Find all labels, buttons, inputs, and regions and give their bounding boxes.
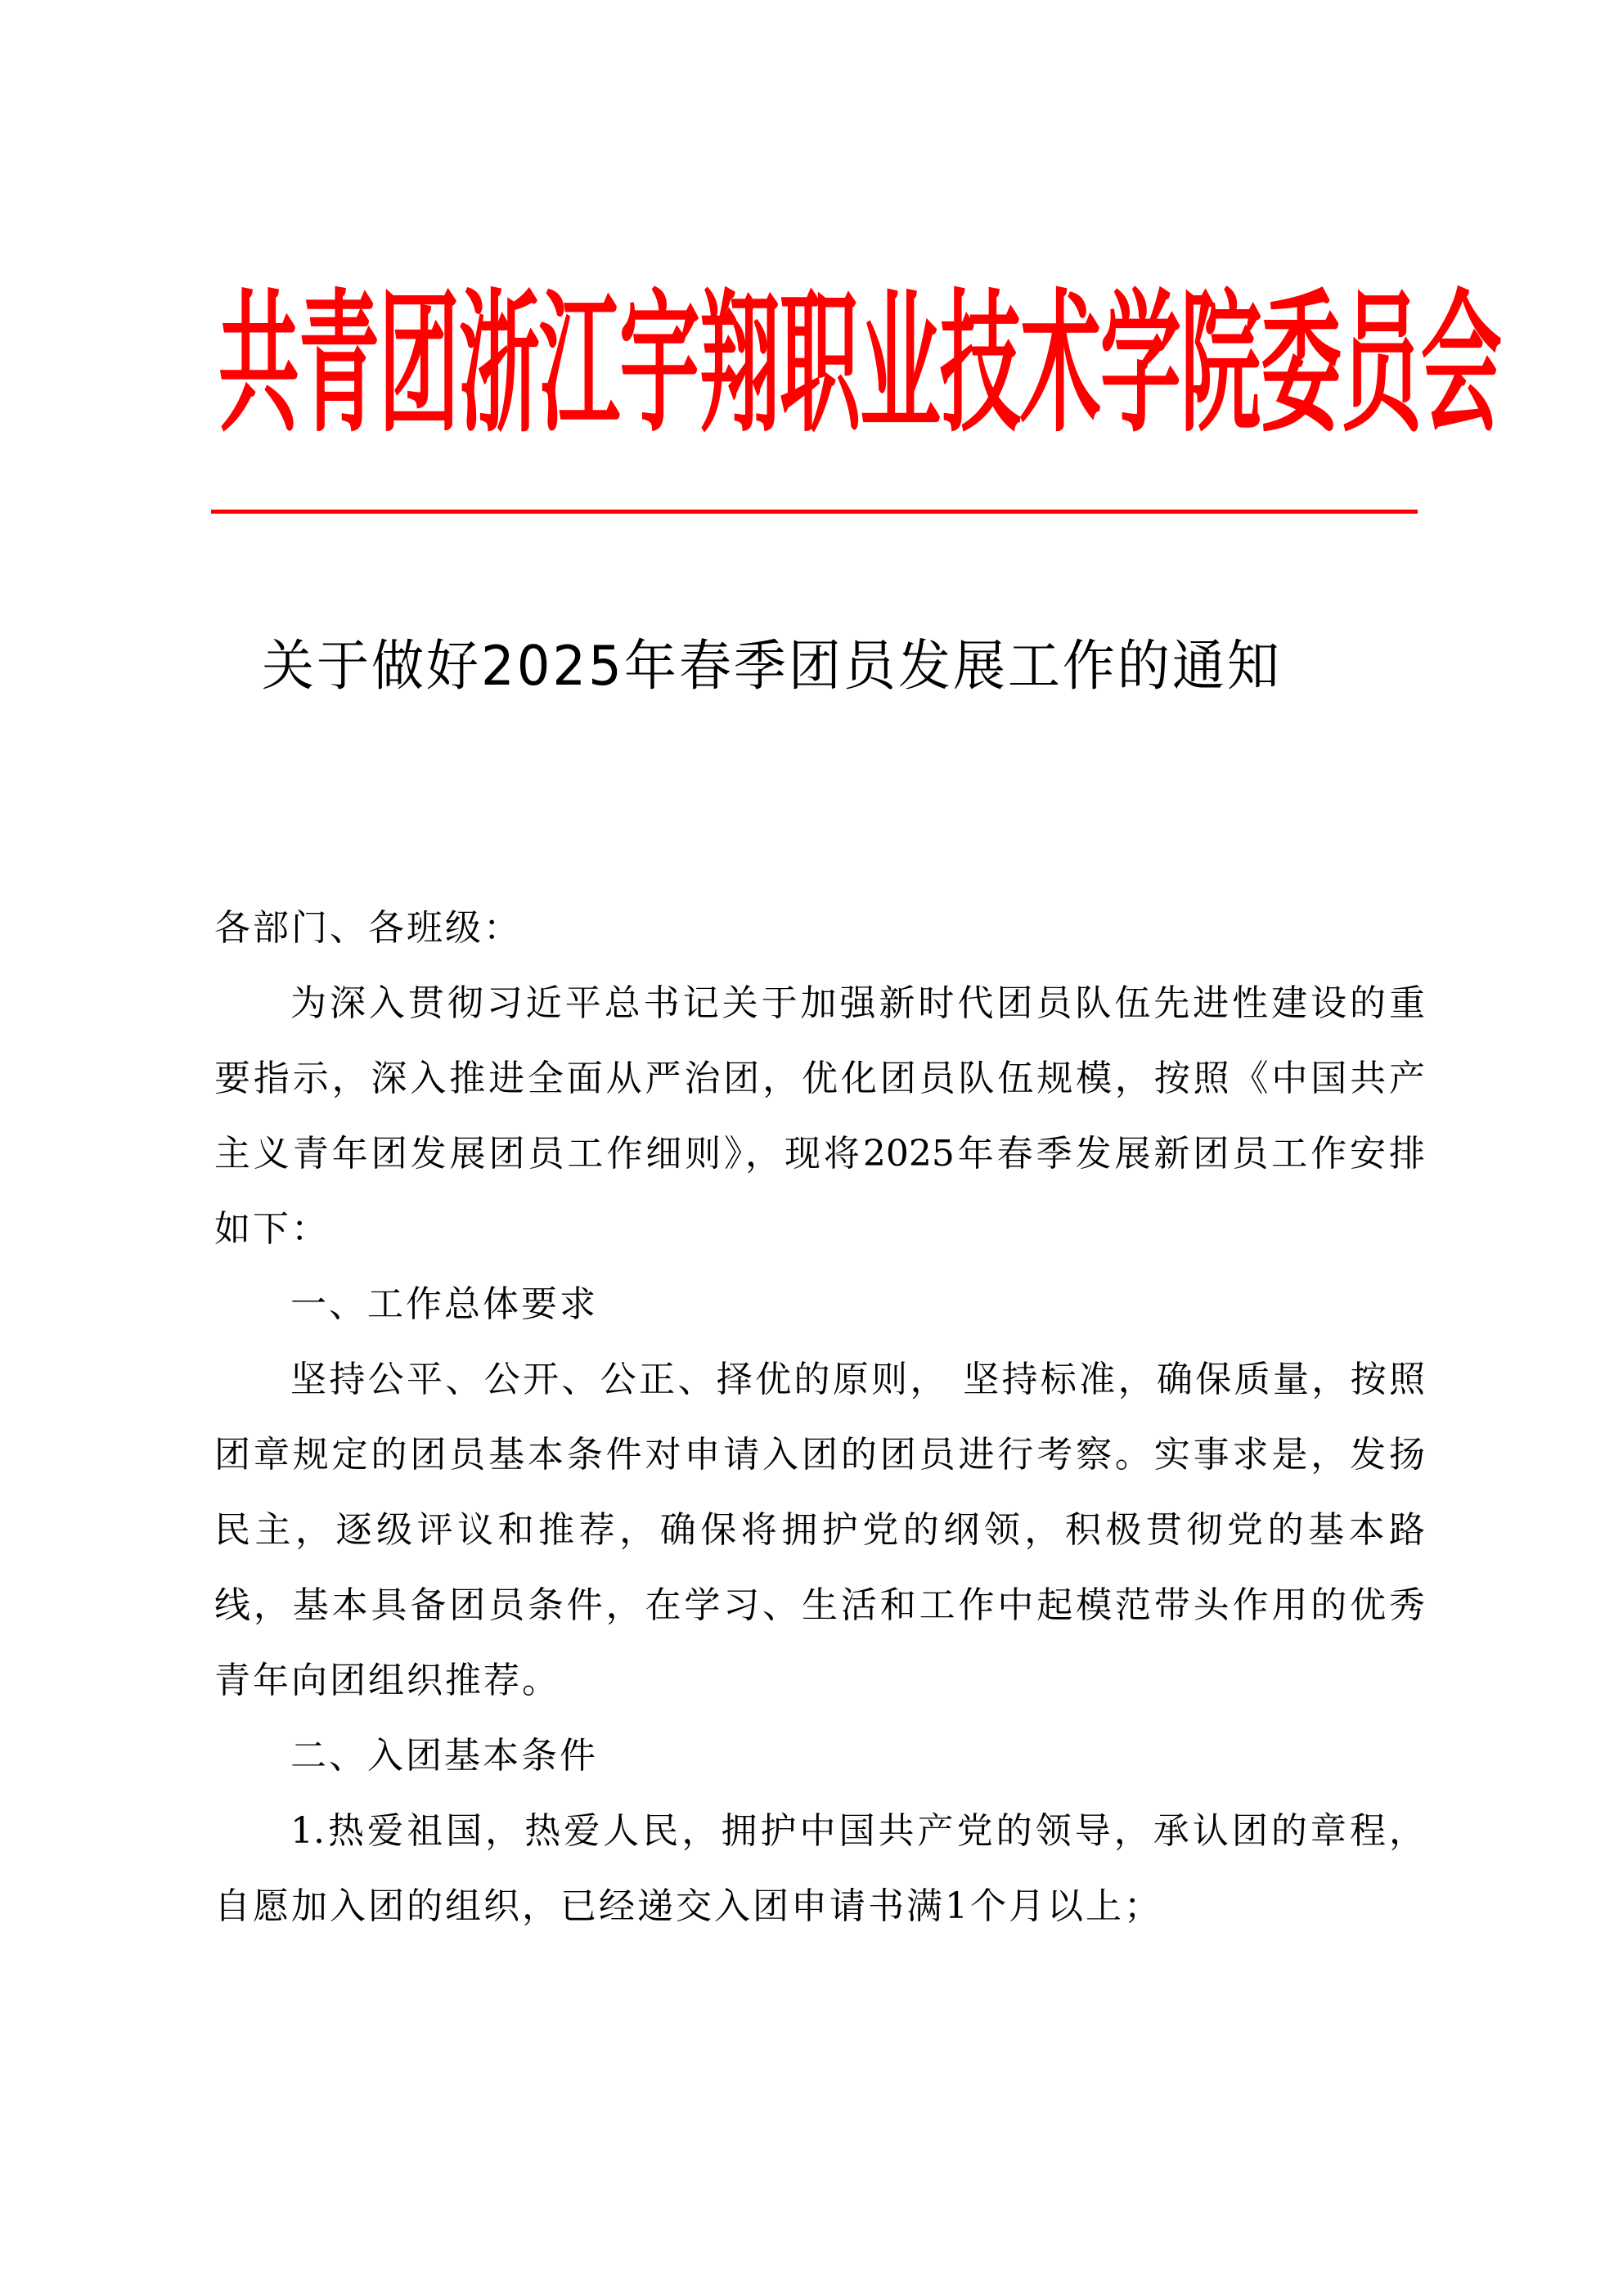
masthead-org-name bbox=[214, 273, 1502, 453]
masthead-char: 团 bbox=[378, 273, 460, 453]
intro-line: 要指示，深入推进全面从严治团，优化团员队伍规模，按照《中国共产 bbox=[214, 1058, 1425, 1099]
section1-line: 坚持公平、公开、公正、择优的原则， 坚持标准，确保质量，按照 bbox=[290, 1359, 1425, 1400]
red-divider-rule bbox=[211, 510, 1418, 514]
document-body bbox=[214, 896, 1425, 1949]
section-heading-1: 一、工作总体要求 bbox=[290, 1283, 598, 1325]
masthead-char: 员 bbox=[1340, 273, 1422, 453]
section2-item1-line: 1.热爱祖国，热爱人民，拥护中国共产党的领导，承认团的章程， bbox=[290, 1810, 1425, 1852]
masthead-char: 业 bbox=[859, 273, 941, 453]
document-title: 关于做好2025年春季团员发展工作的通知 bbox=[262, 635, 1282, 699]
masthead-char: 技 bbox=[939, 273, 1021, 453]
intro-line: 为深入贯彻习近平总书记关于加强新时代团员队伍先进性建设的重 bbox=[290, 982, 1425, 1024]
masthead-char: 浙 bbox=[458, 273, 540, 453]
masthead-char: 学 bbox=[1099, 273, 1181, 453]
masthead-char: 院 bbox=[1180, 273, 1261, 453]
intro-line: 主义青年团发展团员工作细则》，现将2025年春季发展新团员工作安排 bbox=[214, 1133, 1425, 1175]
masthead-char: 职 bbox=[779, 273, 861, 453]
section1-line: 青年向团组织推荐。 bbox=[214, 1660, 560, 1701]
section1-line: 团章规定的团员基本条件对申请入团的团员进行考察。实事求是，发扬 bbox=[214, 1434, 1425, 1476]
section2-item1-line: 自愿加入团的组织，已经递交入团申请书满1个月以上； bbox=[214, 1885, 1162, 1927]
salutation: 各部门、各班级： bbox=[214, 907, 522, 949]
masthead-char: 翔 bbox=[699, 273, 780, 453]
intro-line: 如下： bbox=[214, 1208, 330, 1250]
section1-line: 民主，逐级评议和推荐，确保将拥护党的纲领，积极贯彻党的基本路 bbox=[214, 1509, 1425, 1551]
masthead-char: 委 bbox=[1260, 273, 1342, 453]
section1-line: 线，基本具备团员条件，在学习、生活和工作中起模范带头作用的优秀 bbox=[214, 1584, 1425, 1626]
masthead-char: 术 bbox=[1019, 273, 1101, 453]
masthead-char: 江 bbox=[538, 273, 620, 453]
masthead-char: 青 bbox=[298, 273, 380, 453]
masthead-char: 宇 bbox=[618, 273, 700, 453]
masthead-char: 共 bbox=[218, 273, 299, 453]
masthead-char: 会 bbox=[1420, 273, 1502, 453]
section-heading-2: 二、入团基本条件 bbox=[290, 1735, 598, 1777]
